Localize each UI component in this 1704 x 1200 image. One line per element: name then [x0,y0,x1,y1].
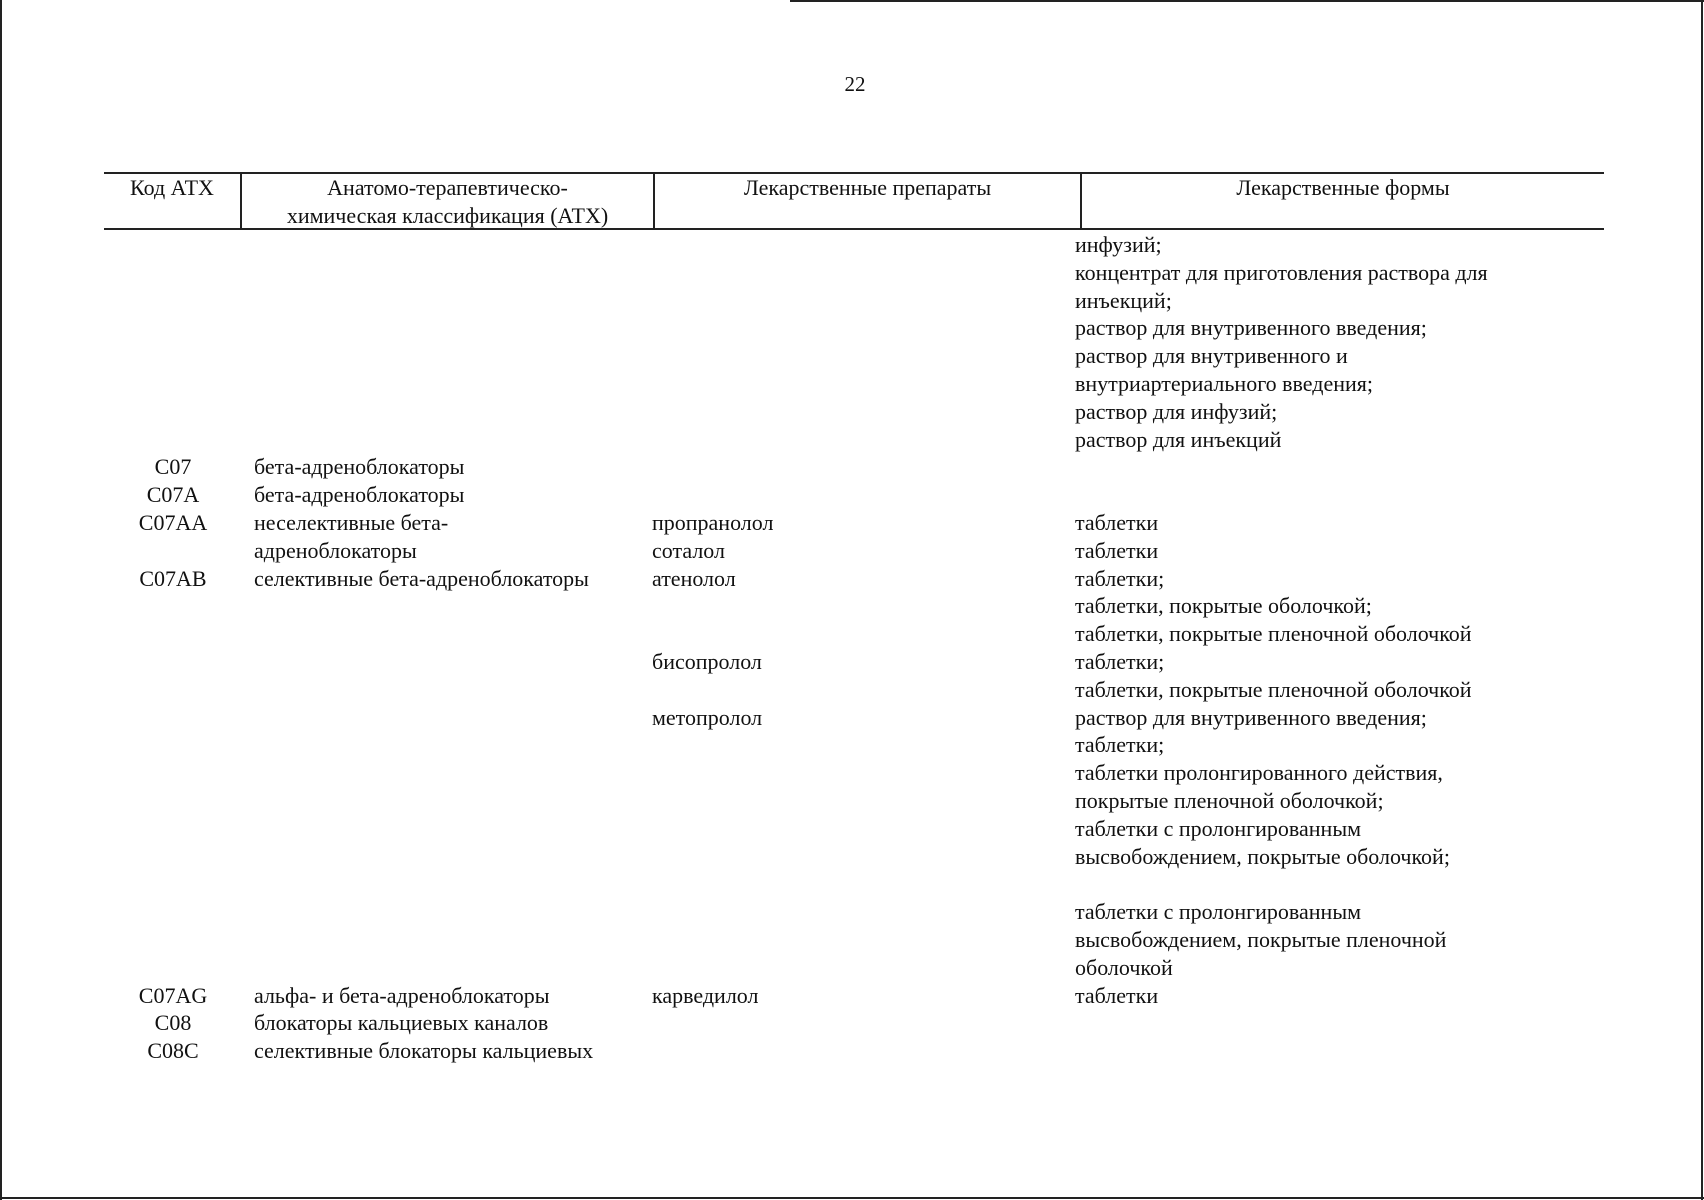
cell-dosage-form [1069,453,1589,481]
table-row [104,648,1604,704]
page-border-bottom [0,1197,1704,1199]
cell-dosage-form-line: таблетки, покрытые пленочной оболочкой [1075,621,1472,647]
cell-dosage-form-line: таблетки, покрытые оболочкой; [1075,593,1372,619]
cell-drug-line: атенолол [652,565,736,591]
cell-classification-line: неселективные бета- [254,509,449,535]
cell-classification-line: блокаторы кальциевых каналов [254,1010,549,1036]
cell-classification-line: альфа- и бета-адреноблокаторы [254,982,550,1008]
cell-classification [242,648,644,704]
cell-classification [242,231,644,453]
table-body [104,231,1604,1065]
cell-dosage-form-line: внутриартериального введения; [1075,370,1374,396]
cell-drug [644,648,1069,704]
header-classification [242,174,653,230]
header-classification-line: химическая классификация (АТХ) [286,203,609,228]
table-row [104,481,1604,509]
cell-drug [644,1009,1069,1037]
cell-classification [242,537,644,565]
cell-drug-line: бисопролол [652,648,762,674]
cell-dosage-form-line: таблетки [1075,537,1159,563]
cell-dosage-form-line: инфузий; [1075,232,1162,257]
cell-dosage-form-line: раствор для внутривенного введения; [1075,315,1427,341]
cell-drug [644,481,1069,509]
header-classification-line: Анатомо-терапевтическо- [327,175,568,200]
cell-atc-code: C07A [146,482,200,508]
cell-drug-line [652,592,1069,620]
cell-drug-line: пропранолол [652,509,774,535]
cell-atc-code: C07 [154,454,192,480]
cell-dosage-form-line: таблетки с пролонгированным [1075,815,1362,841]
cell-dosage-form-line: раствор для инъекций [1075,426,1282,452]
cell-dosage-form [1069,565,1589,648]
cell-atc-code: C08 [154,1010,192,1036]
cell-classification-line: селективные блокаторы кальциевых [254,1038,594,1064]
cell-classification [242,1009,644,1037]
table-row [104,537,1604,565]
cell-dosage-form-line: раствор для инфузий; [1075,398,1278,424]
cell-drug [644,982,1069,1010]
cell-dosage-form [1069,1009,1589,1037]
page-border-left [0,0,2,1200]
cell-dosage-form-line: концентрат для приготовления раствора для [1075,259,1488,285]
cell-drug [644,453,1069,481]
cell-classification-line [254,648,644,676]
cell-dosage-form-line: инъекций; [1075,287,1172,313]
header-code: Код АТХ [130,175,214,200]
page-number: 22 [844,72,866,96]
cell-classification [242,565,644,648]
cell-dosage-form-line: высвобождением, покрытые оболочкой; [1075,843,1450,869]
cell-dosage-form-line: таблетки пролонгированного действия, [1075,760,1443,786]
cell-drug-line [652,676,1069,704]
table-row [104,509,1604,537]
table-row [104,231,1604,453]
table-row [104,565,1604,648]
cell-dosage-form-line: таблетки; [1075,648,1165,674]
cell-dosage-form [1069,509,1589,537]
cell-dosage-form-line: таблетки; [1075,565,1165,591]
cell-dosage-form-line: покрытые пленочной оболочкой; [1075,787,1384,813]
cell-dosage-form [1069,648,1589,704]
cell-atc-code: C07AG [138,982,208,1008]
cell-classification [242,509,644,537]
cell-dosage-form-line: таблетки [1075,509,1159,535]
cell-classification-line: бета-адреноблокаторы [254,454,465,480]
cell-drug [644,537,1069,565]
cell-drug [644,231,1069,453]
cell-dosage-form [1069,982,1589,1010]
cell-drug-line: карведилол [652,982,759,1008]
cell-drug-line: метопролол [652,704,763,730]
header-drugs: Лекарственные препараты [743,175,992,200]
cell-dosage-form-line: таблетки; [1075,732,1165,758]
cell-dosage-form [1069,1037,1589,1065]
cell-dosage-form-line: таблетки [1075,982,1159,1008]
cell-classification [242,982,644,1010]
cell-dosage-form-line: таблетки, покрытые пленочной оболочкой [1075,676,1472,702]
cell-classification [242,704,644,982]
cell-drug [644,704,1069,982]
cell-classification [242,481,644,509]
cell-drug [644,565,1069,648]
cell-classification-line: бета-адреноблокаторы [254,482,465,508]
cell-classification-line: селективные бета-адреноблокаторы [254,565,589,591]
cell-drug [644,509,1069,537]
cell-atc-code [104,648,242,704]
table-row [104,453,1604,481]
cell-dosage-form-line: раствор для внутривенного и [1075,343,1348,369]
cell-drug-line [652,620,1069,648]
cell-dosage-form-line: таблетки с пролонгированным [1075,899,1362,925]
cell-dosage-form [1069,704,1589,982]
cell-atc-code [104,537,242,565]
cell-dosage-form [1069,231,1589,453]
page-border-top [790,0,1704,2]
cell-dosage-form-line [1075,870,1589,898]
cell-atc-code [104,231,242,453]
cell-dosage-form-line: раствор для внутривенного введения; [1075,704,1427,730]
cell-drug [644,1037,1069,1065]
cell-atc-code [104,704,242,982]
cell-classification-line [254,592,644,620]
cell-dosage-form [1069,537,1589,565]
cell-classification-line [254,676,644,704]
cell-atc-code: C07AB [139,565,207,591]
page-border-right [1701,0,1703,1200]
cell-atc-code: C08C [147,1038,199,1064]
cell-dosage-form-line: оболочкой [1075,954,1173,980]
table-row [104,704,1604,982]
cell-classification [242,1037,644,1065]
cell-atc-code: C07AA [138,509,208,535]
header-forms: Лекарственные формы [1236,175,1450,200]
table-row [104,982,1604,1010]
table-row [104,1009,1604,1037]
cell-dosage-form [1069,481,1589,509]
cell-classification-line [254,620,644,648]
table-row [104,1037,1604,1065]
cell-classification-line: адреноблокаторы [254,537,417,563]
cell-drug-line: соталол [652,537,725,563]
cell-dosage-form-line: высвобождением, покрытые пленочной [1075,926,1447,952]
cell-classification [242,453,644,481]
